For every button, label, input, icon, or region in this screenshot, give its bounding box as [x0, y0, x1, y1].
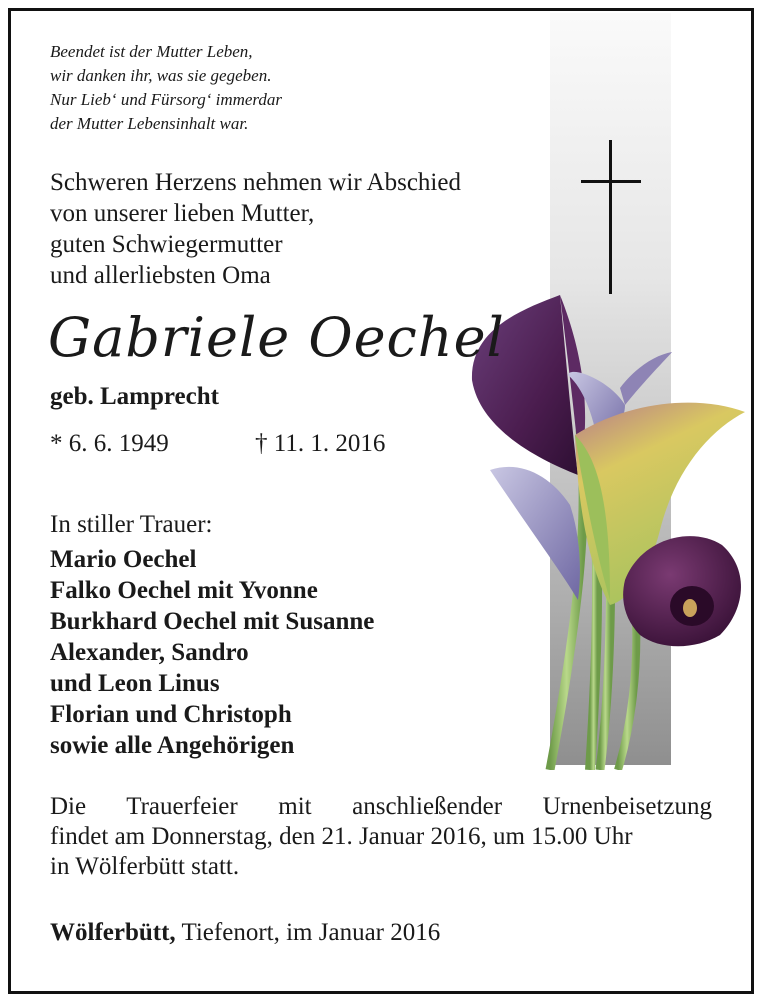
- farewell-line: Schweren Herzens nehmen wir Abschied: [50, 169, 461, 196]
- deceased-name: Gabriele Oechel: [48, 306, 505, 369]
- mourner-name: Burkhard Oechel mit Susanne: [50, 608, 375, 635]
- place-date: [50, 919, 440, 947]
- birth-date: * 6. 6. 1949: [50, 430, 169, 457]
- funeral-info: [50, 792, 712, 882]
- farewell-text: [50, 167, 461, 291]
- mourner-name: sowie alle Angehörigen: [50, 732, 295, 759]
- mourner-name: und Leon Linus: [50, 670, 220, 697]
- calla-lily-image: [460, 130, 760, 770]
- mourner-name: Alexander, Sandro: [50, 639, 249, 666]
- poem-line: wir danken ihr, was sie gegeben.: [50, 66, 272, 85]
- farewell-line: von unserer lieben Mutter,: [50, 200, 315, 227]
- mourner-name: Mario Oechel: [50, 546, 197, 573]
- mourner-name: Florian und Christoph: [50, 701, 292, 728]
- mourners-list: [50, 544, 374, 761]
- mourner-name: Falko Oechel mit Yvonne: [50, 577, 318, 604]
- farewell-line: guten Schwiegermutter: [50, 231, 283, 258]
- funeral-line: in Wölferbütt statt.: [50, 853, 240, 880]
- poem-line: Beendet ist der Mutter Leben,: [50, 42, 253, 61]
- poem-line: Nur Lieb‘ und Fürsorg‘ immerdar: [50, 90, 283, 109]
- place-rest: Tiefenort, im Januar 2016: [175, 919, 441, 946]
- funeral-line: findet am Donnerstag, den 21. Januar 2016, um 15.00 Uhr: [50, 823, 633, 850]
- memorial-poem: [50, 40, 282, 136]
- place-town: Wölferbütt,: [50, 919, 176, 946]
- poem-line: der Mutter Lebensinhalt war.: [50, 114, 249, 133]
- farewell-line: und allerliebsten Oma: [50, 262, 271, 289]
- funeral-line: Die Trauerfeier mit anschließender Urnenbeisetzung: [50, 793, 712, 820]
- mourners-label: In stiller Trauer:: [50, 511, 213, 538]
- death-date: † 11. 1. 2016: [255, 430, 386, 457]
- maiden-name: geb. Lamprecht: [50, 383, 219, 410]
